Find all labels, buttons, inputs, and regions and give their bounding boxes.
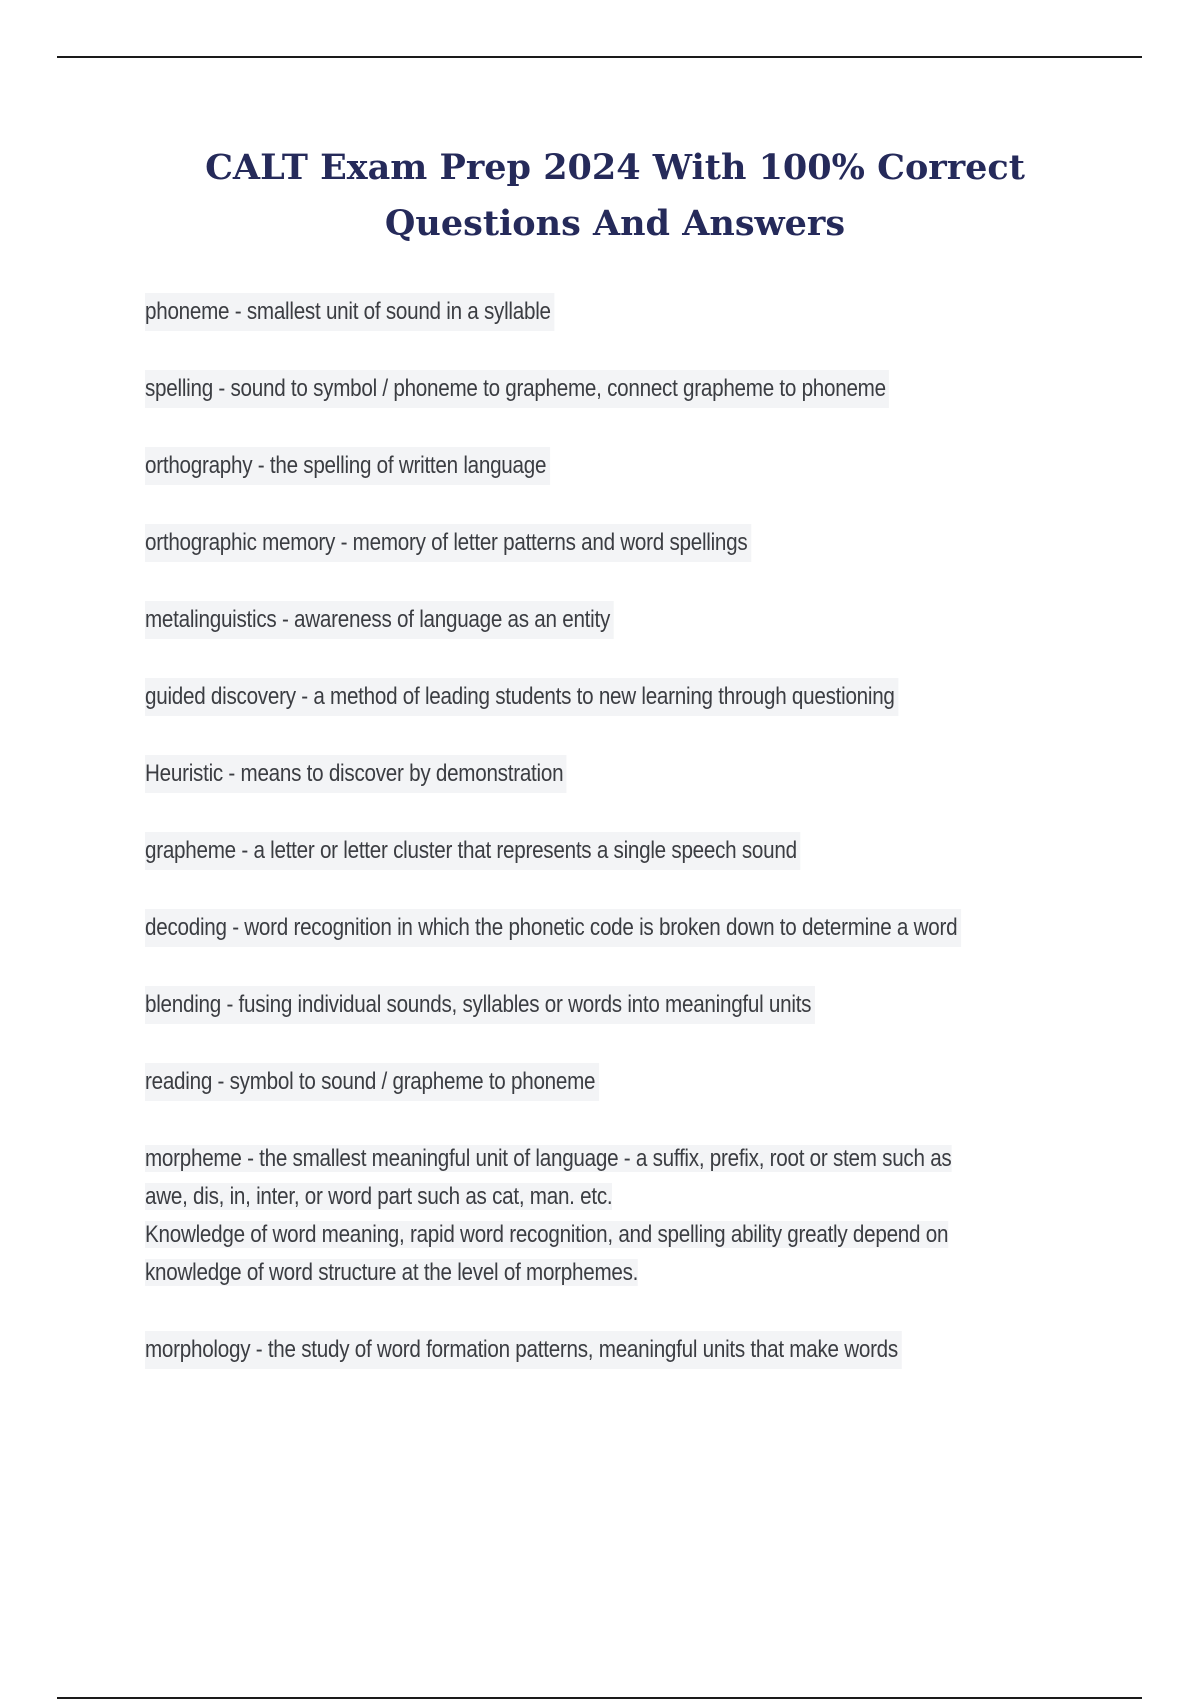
qa-entry-spelling: spelling - sound to symbol / phoneme to grapheme, connect grapheme to phoneme [145,370,889,408]
bottom-divider [57,1697,1142,1699]
qa-entry-heuristic: Heuristic - means to discover by demonstration [145,755,567,793]
qa-entry-decoding: decoding - word recognition in which the phonetic code is broken down to determine a word [145,909,961,947]
qa-entry-morphology: morphology - the study of word formation patterns, meaningful units that make words [145,1331,901,1369]
morpheme-line-4: knowledge of word structure at the level of morphemes. [145,1259,639,1286]
qa-entry-guided-discovery: guided discovery - a method of leading students to new learning through questioning [145,678,898,716]
qa-entry-orthography: orthography - the spelling of written language [145,447,550,485]
qa-entry-morpheme [145,1140,1051,1292]
qa-entry-grapheme: grapheme - a letter or letter cluster that represents a single speech sound [145,832,800,870]
qa-list [145,293,1085,1408]
qa-entry-reading: reading - symbol to sound / grapheme to phoneme [145,1063,599,1101]
qa-entry-orthographic-memory: orthographic memory - memory of letter patterns and word spellings [145,524,751,562]
title-line-2: Questions And Answers [384,203,846,244]
qa-entry-blending: blending - fusing individual sounds, syllables or words into meaningful units [145,986,815,1024]
top-divider [57,56,1142,58]
morpheme-line-3: Knowledge of word meaning, rapid word recognition, and spelling ability greatly depend on [145,1221,949,1248]
document-title [130,140,1100,252]
qa-entry-metalinguistics: metalinguistics - awareness of language as an entity [145,601,613,639]
qa-entry-phoneme: phoneme - smallest unit of sound in a syllable [145,293,554,331]
morpheme-line-2: awe, dis, in, inter, or word part such as cat, man. etc. [145,1183,613,1210]
title-line-1: CALT Exam Prep 2024 With 100% Correct [205,147,1025,188]
morpheme-line-1: morpheme - the smallest meaningful unit of language - a suffix, prefix, root or stem such as [145,1145,952,1172]
